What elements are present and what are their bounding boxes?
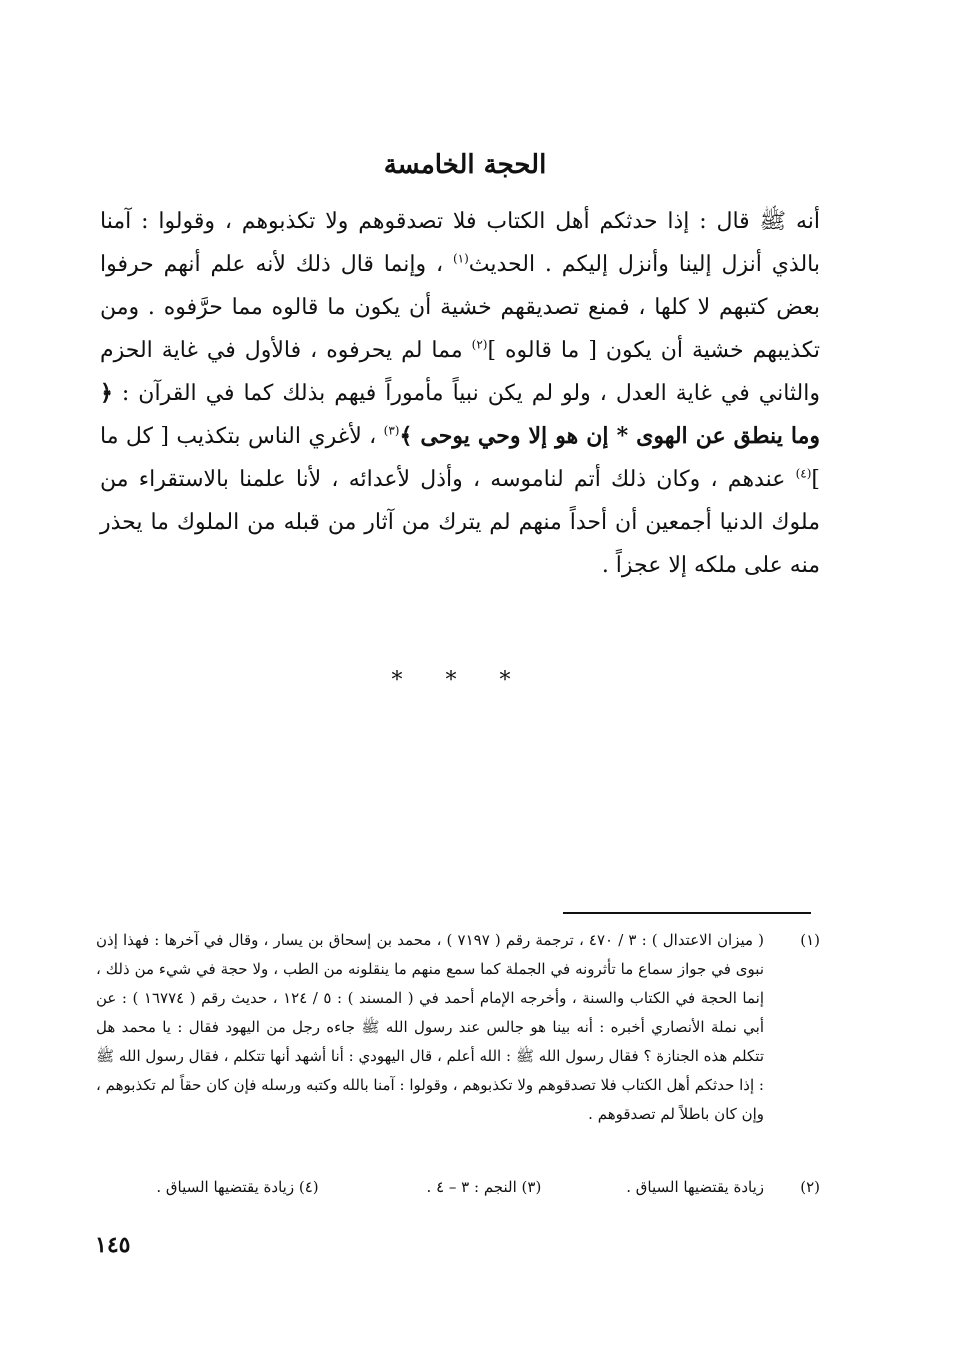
footnote-ref-4: (٤) xyxy=(795,466,812,481)
footnote-text: ( ميزان الاعتدال ) : ٣ / ٤٧٠ ، ترجمة رقم ( ٧١٩٧ ) ، محمد بن إسحاق بن يسار ، وقال في آخرها : فهذا إذن نبوى في جواز سماع ما تأثرونه في الجملة كما سمع منهم ما ينقلونه من الطب ، ولا حجة في شيء من ذلك ، إنما الحجة في الكتاب والسنة ، وأخرجه الإمام أحمد في ( المسند ) : ٥ / ١٢٤ ، حديث رقم ( ١٦٧٧٤ ) : عن أبي نملة الأنصاري أخبره : أنه بينا هو جالس عند رسول الله ﷺ جاءه رجل من اليهود فقال : يا محمد هل تتكلم هذه الجنازة ؟ فقال رسول الله ﷺ : الله أعلم ، قال اليهودي : أنا أشهد أنها تتكلم ، فقال رسول الله ﷺ : إذا حدثكم أهل الكتاب فلا تصدقوهم ولا تكذبوهم ، وقولوا : آمنا بالله وكتبه ورسله فإن كان حقاً لم تكذبوهم ، وإن كان باطلاً لم تصدقوهم . xyxy=(96,931,765,1123)
footnote-4 xyxy=(96,1178,319,1196)
text-part-2: ، وإنما قال ذلك لأنه علم أنهم حرفوا بعض كتبهم لا كلها ، فمنع تصديقهم خشية أن يكون ما قالوه مما حرَّفوه . ومن تكذيبهم خشية أن يكون [ ما قالوه ] xyxy=(100,252,820,363)
footnote-4-number: (٤) xyxy=(298,1178,319,1196)
section-title: الحجة الخامسة xyxy=(383,150,547,180)
quran-verse: ﴿ وما ينطق عن الهوى * إن هو إلا وحي يوحى ﴾ xyxy=(100,380,820,449)
text-part-5: عندهم ، وكان ذلك أتم لناموسه ، وأذل لأعدائه ، لأنا علمنا بالاستقراء من ملوك الدنيا أجمعين أن أحداً منهم لم يترك من آثار من قبله من الملوك ما يحذر منه على ملكه إلا عجزاً . xyxy=(100,467,820,578)
footnote-ref-2: (٢) xyxy=(471,337,488,352)
footnote-number: (١) xyxy=(800,931,820,949)
footnote-2-text: زيادة يقتضيها السياق . xyxy=(626,1178,764,1196)
footnote-4-text: زيادة يقتضيها السياق . xyxy=(156,1178,295,1196)
text-part-1: أنه ﷺ قال : إذا حدثكم أهل الكتاب فلا تصدقوهم ولا تكذبوهم ، وقولوا : آمنا بالذي أنزل إلينا وأنزل إليكم . الحديث xyxy=(100,209,821,277)
text-part-4: ، لأغري الناس بتكذيب [ كل ما ] xyxy=(100,424,820,492)
text-part-3: مما لم يحرفوه ، فالأول في غاية الحزم والثاني في غاية العدل ، ولو لم يكن نبياً مأموراً فيهم بذلك كما في القرآن : xyxy=(100,338,820,406)
page-number: ١٤٥ xyxy=(95,1232,131,1258)
footnote-3-text: النجم : ٣ – ٤ . xyxy=(426,1178,517,1196)
footnote-ref-3: (٣) xyxy=(383,423,400,438)
footnote-divider xyxy=(563,912,811,914)
footnote-3-number: (٣) xyxy=(521,1178,542,1196)
footnote-3 xyxy=(319,1178,542,1196)
footnotes-row-2-4 xyxy=(96,1178,820,1196)
footnote-2-number: (٢) xyxy=(800,1178,820,1196)
footnotes xyxy=(96,926,820,1129)
footnote-1 xyxy=(96,926,820,1129)
paragraph-text xyxy=(100,200,820,587)
footnote-ref-1: (١) xyxy=(452,251,469,266)
section-separator: * * * xyxy=(391,668,529,693)
main-paragraph xyxy=(100,200,820,587)
